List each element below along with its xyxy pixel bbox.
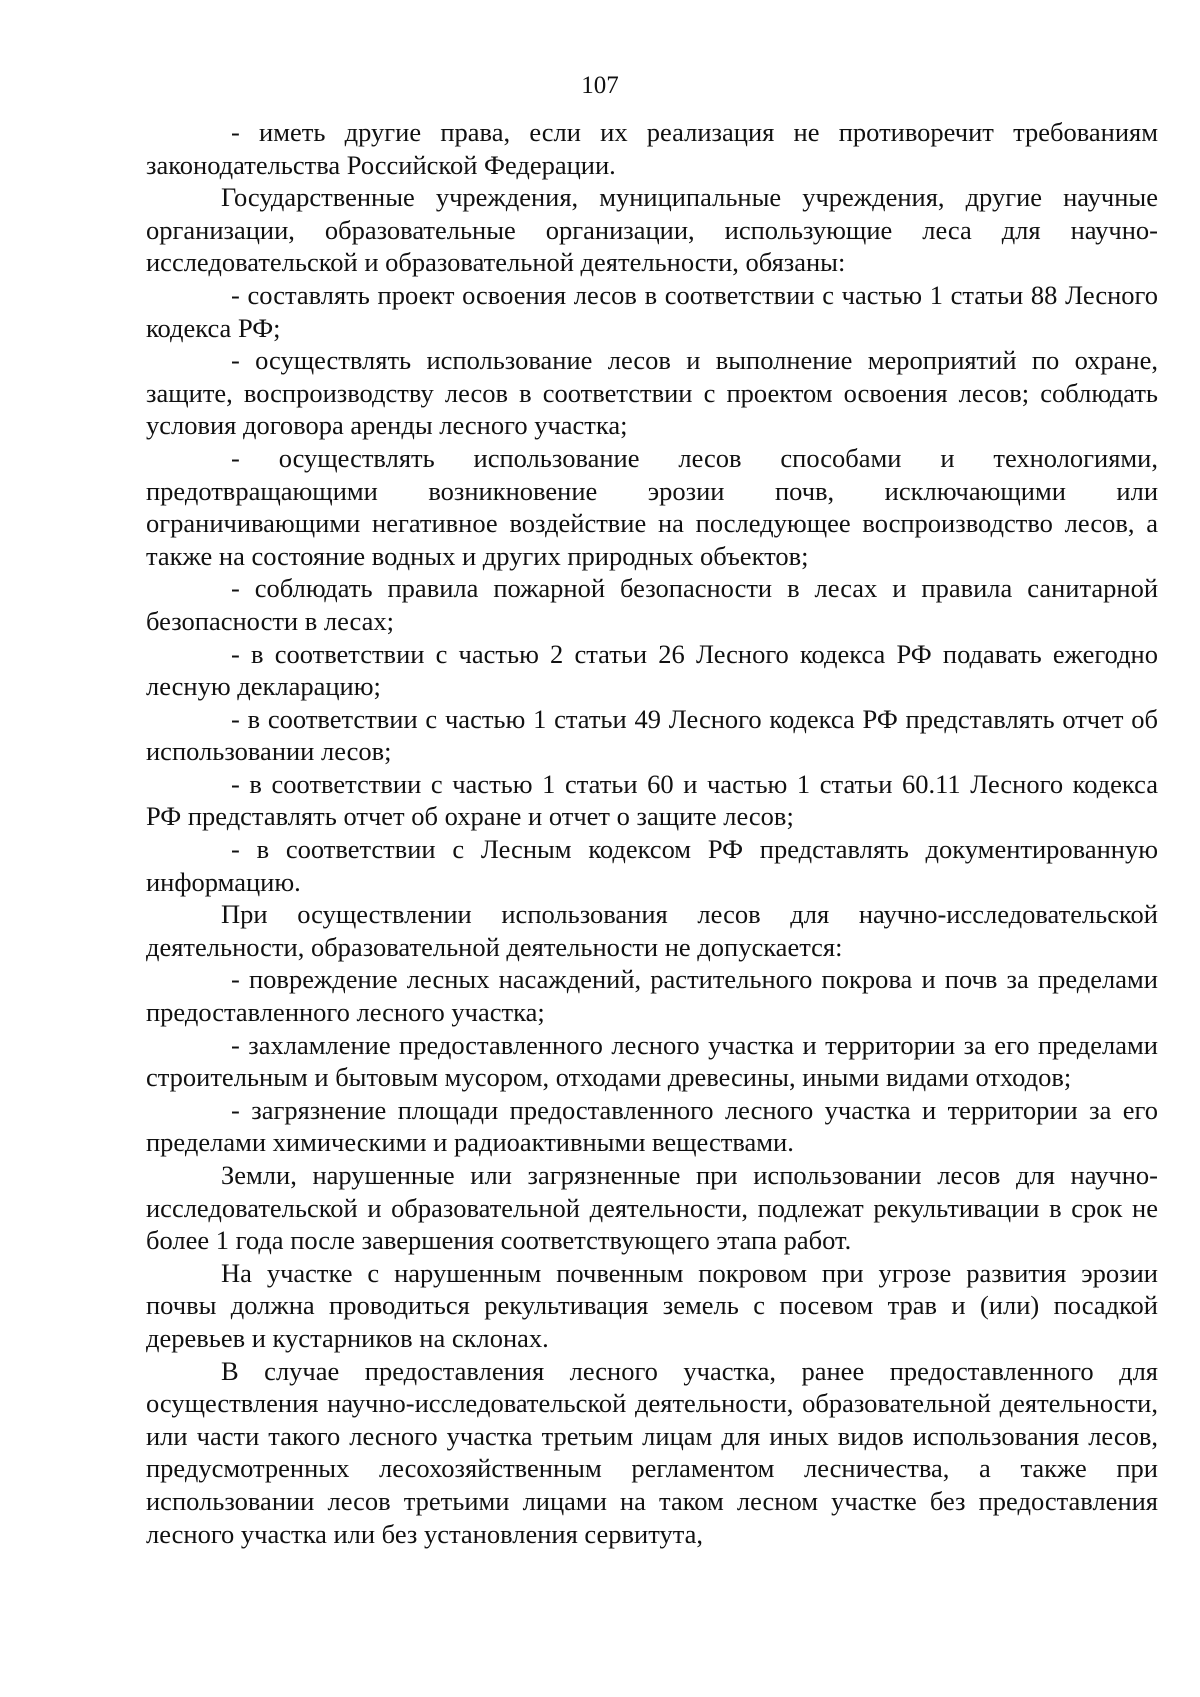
list-item-protection-report: - в соответствии с частью 1 статьи 60 и частью 1 статьи 60.11 Лесного кодекса РФ представлять отчет об охране и отчет о защите лесов; <box>146 768 1158 832</box>
paragraph-erosion-recultivation: На участке с нарушенным почвенным покровом при угрозе развития эрозии почвы должна проводиться рекультивация земель с посевом трав и (или) посадкой деревьев и кустарников на склонах. <box>146 1257 1158 1353</box>
list-item-littering: - захламление предоставленного лесного участка и территории за его пределами строительным и бытовым мусором, отходами древесины, иными видами отходов; <box>146 1029 1158 1093</box>
page-number: 107 <box>581 72 619 99</box>
paragraph-third-parties: В случае предоставления лесного участка, ранее предоставленного для осуществления научно-исследовательской деятельности, образовательной деятельности, или части такого лесного участка третьим лицам для иных видов использования лесов, предусмотренных лесохозяйственным регламентом лесничества, а также при использовании лесов третьими лицами на таком лесном участке без предоставления лесного участка или без установления сервитута, <box>146 1355 1158 1549</box>
document-body <box>146 116 1158 1550</box>
paragraph-other-rights: - иметь другие права, если их реализация не противоречит требованиям законодательства Российской Федерации. <box>146 117 1158 180</box>
list-item-pollution: - загрязнение площади предоставленного лесного участка и территории за его пределами химическими и радиоактивными веществами. <box>146 1094 1158 1158</box>
list-item-erosion-prevention: - осуществлять использование лесов способами и технологиями, предотвращающими возникновение эрозии почв, исключающими или ограничивающими негативное воздействие на последующее воспроизводство лесов, а также на состояние водных и других природных объектов; <box>146 442 1158 571</box>
list-item-use-report: - в соответствии с частью 1 статьи 49 Лесного кодекса РФ представлять отчет об использовании лесов; <box>146 703 1158 767</box>
list-item-forest-declaration: - в соответствии с частью 2 статьи 26 Лесного кодекса РФ подавать ежегодно лесную декларацию; <box>146 638 1158 702</box>
paragraph-recultivation: Земли, нарушенные или загрязненные при использовании лесов для научно-исследовательской и образовательной деятельности, подлежат рекультивации в срок не более 1 года после завершения соответствующего этапа работ. <box>146 1160 1158 1256</box>
list-item-damage: - повреждение лесных насаждений, растительного покрова и почв за пределами предоставленного лесного участка; <box>146 964 1158 1028</box>
list-item-development-project: - составлять проект освоения лесов в соответствии с частью 1 статьи 88 Лесного кодекса РФ; <box>146 279 1158 343</box>
list-item-fire-safety: - соблюдать правила пожарной безопасности в лесах и правила санитарной безопасности в лесах; <box>146 573 1158 636</box>
paragraph-obligations-intro: Государственные учреждения, муниципальные учреждения, другие научные организации, образовательные организации, использующие леса для научно-исследовательской и образовательной деятельности, обязаны: <box>146 182 1158 278</box>
paragraph-prohibitions-intro: При осуществлении использования лесов для научно-исследовательской деятельности, образовательной деятельности не допускается: <box>146 899 1158 962</box>
list-item-forest-use-activities: - осуществлять использование лесов и выполнение мероприятий по охране, защите, воспроизводству лесов в соответствии с проектом освоения лесов; соблюдать условия договора аренды лесного участка; <box>146 345 1158 441</box>
list-item-documented-information: - в соответствии с Лесным кодексом РФ представлять документированную информацию. <box>146 834 1158 897</box>
